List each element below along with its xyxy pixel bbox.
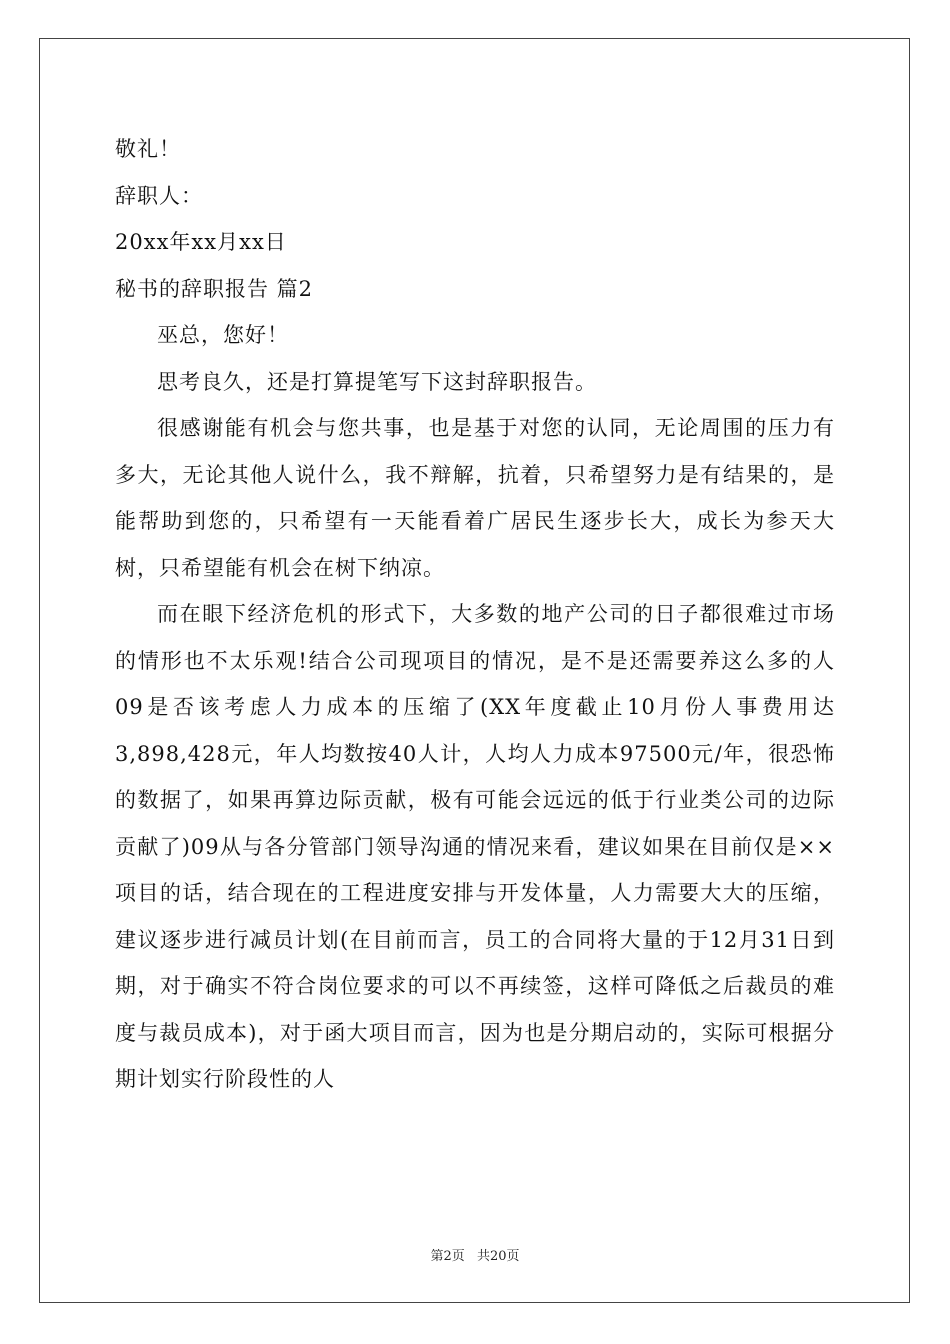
paragraph-2: 很感谢能有机会与您共事，也是基于对您的认同，无论周围的压力有多大，无论其他人说什么，我不辩解，抗着，只希望努力是有结果的，是能帮助到您的，只希望有一天能看着广居民生逐步长大，成长为参天大树，只希望能有机会在树下纳凉。 xyxy=(115,416,835,580)
section-title: 秘书的辞职报告 篇2 xyxy=(115,276,314,301)
page-footer xyxy=(0,1245,950,1264)
paragraph-3: 而在眼下经济危机的形式下，大多数的地产公司的日子都很难过市场的情形也不太乐观!结合公司现项目的情况，是不是还需要养这么多的人09是否该考虑人力成本的压缩了(XX年度截止10月份人事费用达3,898,428元，年人均数按40人计，人均人力成本97500元/年，很恐怖的数据了，如果再算边际贡献，极有可能会远远的低于行业类公司的边际贡献了)09从与各分管部门领导沟通的情况来看，建议如果在目前仅是××项目的话，结合现在的工程进度安排与开发体量，人力需要大大的压缩，建议逐步进行减员计划(在目前而言，员工的合同将大量的于12月31日到期，对于确实不符合岗位要求的可以不再续签，这样可降低之后裁员的难度与裁员成本)，对于函大项目而言，因为也是分期启动的，实际可根据分期计划实行阶段性的人 xyxy=(115,602,835,1091)
paragraph-1: 思考良久，还是打算提笔写下这封辞职报告。 xyxy=(157,369,597,394)
signer-label: 辞职人： xyxy=(115,183,203,208)
page-total: 共20页 xyxy=(476,1249,520,1264)
document-body xyxy=(115,126,835,1103)
page-number: 第2页 xyxy=(430,1249,465,1264)
date-line: 20xx年xx月xx日 xyxy=(115,230,287,254)
salutation: 巫总，您好！ xyxy=(157,323,289,347)
closing-line: 敬礼！ xyxy=(115,137,181,161)
